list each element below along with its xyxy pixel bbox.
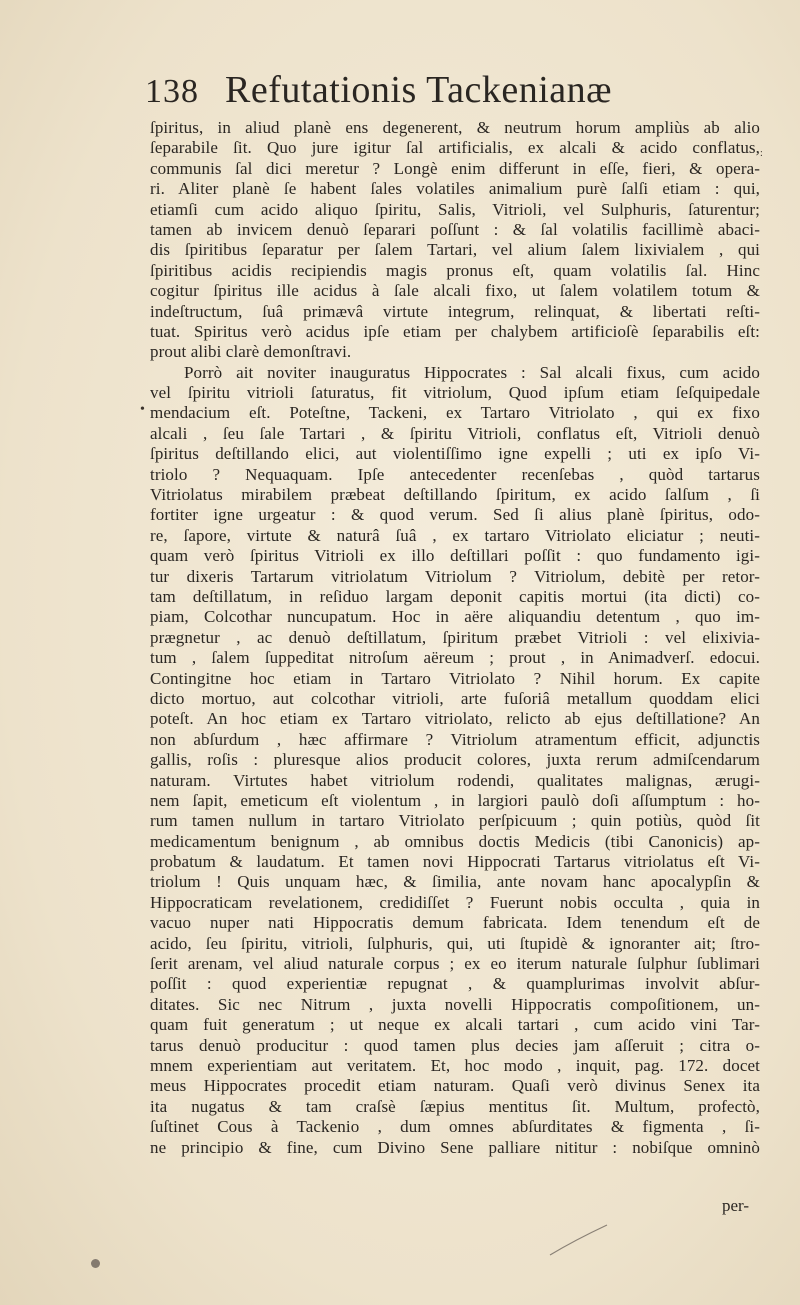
- text-line: alcali , ſeu ſale Tartari , & ſpiritu Vitrioli, conflatus eſt, Vitrioli denuò: [150, 423, 760, 443]
- text-line: vel ſpiritu vitrioli ſaturatus, fit vitriolum, Quod ipſum etiam ſeſquipedale: [150, 383, 760, 403]
- text-line: meus Hippocrates procedit etiam naturam. Quaſi verò divinus Senex ita: [150, 1076, 760, 1096]
- text-line: non abſurdum , hæc affirmare ? Vitriolum atramentum efficit, adjunctis: [150, 729, 760, 749]
- text-line: piam, Colcothar nuncupatum. Hoc in aëre aliquandiu detentum , quo im-: [150, 607, 760, 627]
- text-line: fortiter igne urgeatur : & quod verum. Sed ſi alius planè ſpiritus, odo-: [150, 505, 760, 525]
- margin-bullet-mark: •: [140, 402, 145, 417]
- text-line: mendacium eſt. Poteſtne, Tackeni, ex Tartaro Vitriolato , qui ex fixo: [150, 403, 760, 423]
- text-line: ſpiritus deſtillando elici, aut violentiſſimo igne expelli ; uti ex ipſo Vi-: [150, 444, 760, 464]
- text-line: ſuſtinet Cous à Tackenio , dum omnes abſurditates & figmenta , ſi-: [150, 1117, 760, 1137]
- text-line: quam fuit generatum ; ut neque ex alcali tartari , cum acido vini Tar-: [150, 1015, 760, 1035]
- catchword: per-: [722, 1196, 750, 1215]
- text-line: probatum & laudatum. Et tamen novi Hippocrati Tartarus vitriolatus eſt Vi-: [150, 852, 760, 872]
- page-header: [145, 68, 765, 118]
- text-line: ne principio & fine, cum Divino Sene palliare nititur : nobiſque omninò: [150, 1137, 760, 1157]
- text-line: tam deſtillatum, in reſiduo largam deponit capitis mortui (ita dicti) co-: [150, 586, 760, 606]
- text-line: re, ſapore, virtute & naturâ ſuâ , ex tartaro Vitriolato eliciatur ; neuti-: [150, 525, 760, 545]
- page-number: 138: [145, 73, 199, 110]
- text-line: etiamſi cum acido aliquo ſpiritu, Salis, Vitrioli, vel Sulphuris, ſaturentur;: [150, 199, 760, 219]
- text-line: ita nugatus & tam craſsè ſæpius mentitus ſit. Multum, profectò,: [150, 1096, 760, 1116]
- text-line: poteſt. An hoc etiam ex Tartaro vitriolato, relicto ab ejus deſtillatione? An: [150, 709, 760, 729]
- text-line: naturam. Virtutes habet vitriolum rodendi, qualitates malignas, ærugi-: [150, 770, 760, 790]
- text-line: triolum ! Quis unquam hæc, & ſimilia, ante novam hanc apocalypſin &: [150, 872, 760, 892]
- text-line: acido, ſeu ſpiritu, vitrioli, ſulphuris, qui, uti ſtupidè & ignoranter ait; ſtro-: [150, 933, 760, 953]
- text-line: tamen ab invicem denuò ſeparari poſſunt : & ſal volatilis facillimè abaci-: [150, 219, 760, 239]
- text-line: ſpiritus, in aliud planè ens degenerent, & neutrum horum ampliùs ab alio: [150, 118, 760, 137]
- text-line: poſſit : quod experientiæ repugnat , & quamplurimas involvit abſur-: [150, 974, 760, 994]
- text-line: nem ſapit, emeticum eſt violentum , in largiori paulò doſi aſſumptum : ho-: [150, 790, 760, 810]
- text-line: Porrò ait noviter inauguratus Hippocrates : Sal alcali fixus, cum acido: [184, 362, 760, 382]
- text-line: triolo ? Nequaquam. Ipſe antecedenter recenſebas , quòd tartarus: [150, 464, 760, 484]
- text-line: medicamentum benignum , ab omnibus doctis Medicis (tibi Canonicis) ap-: [150, 831, 760, 851]
- text-line: rum tamen nullum in tartaro Vitriolato perſpicuum ; quin potiùs, quòd ſit: [150, 811, 760, 831]
- text-line: tur dixeris Tartarum vitriolatum Vitriolum ? Vitriolum, debitè per retor-: [150, 566, 760, 586]
- text-line: Hippocraticam revelationem, credidiſſet ? Fuerunt nobis occulta , quia in: [150, 892, 760, 912]
- text-line: quam verò ſpiritus Vitrioli ex illo deſtillari poſſit : quo fundamento igi-: [150, 546, 760, 566]
- text-line: ditates. Sic nec Nitrum , juxta novelli Hippocratis compoſitionem, un-: [150, 994, 760, 1014]
- text-line: ſeparabile ſit. Quo jure igitur ſal artificialis, ex alcali & acido conflatus,: [150, 138, 760, 158]
- text-line: indeſtructum, ſuâ primævâ virtute integrum, relinquat, & libertati reſti-: [150, 301, 760, 321]
- text-line: ſpiritibus acidis recipiendis magis pronus eſt, quam volatilis ſal. Hinc: [150, 260, 760, 280]
- text-line: vacuo nuper nati Hippocratis demum fabricata. Idem tenendum eſt de: [150, 913, 760, 933]
- text-line: cogitur ſpiritus ille acidus à ſale alcali fixo, ut ſalem volatilem totum &: [150, 281, 760, 301]
- text-line: tuat. Spiritus verò acidus ipſe etiam per chalybem artificioſè ſeparabilis eſt:: [150, 321, 760, 341]
- text-line: communis ſal dici meretur ? Longè enim differunt in eſſe, fieri, & opera-: [150, 158, 760, 178]
- text-line: tum , ſalem ſuppeditat nitroſum aëreum ; prout , in Animadverſ. edocui.: [150, 648, 760, 668]
- text-line: Contingitne hoc etiam in Tartaro Vitriolato ? Nihil horum. Ex capite: [150, 668, 760, 688]
- text-line: Vitriolatus mirabilem præbeat deſtillando ſpiritum, ex acido ſalſum , ſi: [150, 485, 760, 505]
- ink-spot: [91, 1259, 100, 1268]
- text-line: gallis, roſis : pluresque alios producit colores, juxta rerum admiſcendarum: [150, 750, 760, 770]
- pen-stroke-mark: [545, 1220, 615, 1260]
- text-line: dicto mortuo, aut colcothar vitrioli, arte fuſoriâ metallum quoddam elici: [150, 688, 760, 708]
- text-line: prout alibi clarè demonſtravi.: [150, 342, 352, 362]
- body-text: [150, 118, 760, 1158]
- running-title: Refutationis Tackenianæ: [225, 69, 612, 111]
- text-line: dis ſpiritibus ſeparatur per ſalem Tartari, vel alium ſalem lixivialem , qui: [150, 240, 760, 260]
- text-line: ſerit arenam, vel aliud naturale corpus ; ex eo iterum naturale ſulphur ſublimari: [150, 954, 760, 974]
- margin-dot-mark: :: [760, 148, 763, 159]
- text-line: ri. Aliter planè ſe habent ſales volatiles animalium purè ſalſi etiam : qui,: [150, 179, 760, 199]
- text-line: prægnetur , ac denuò deſtillatum, ſpiritum præbet Vitrioli : vel elixivia-: [150, 627, 760, 647]
- text-line: mnem experientiam aut veritatem. Et, hoc modo , inquit, pag. 172. docet: [150, 1055, 760, 1075]
- text-line: tarus denuò producitur : quod tamen plus decies jam aſſeruit ; citra o-: [150, 1035, 760, 1055]
